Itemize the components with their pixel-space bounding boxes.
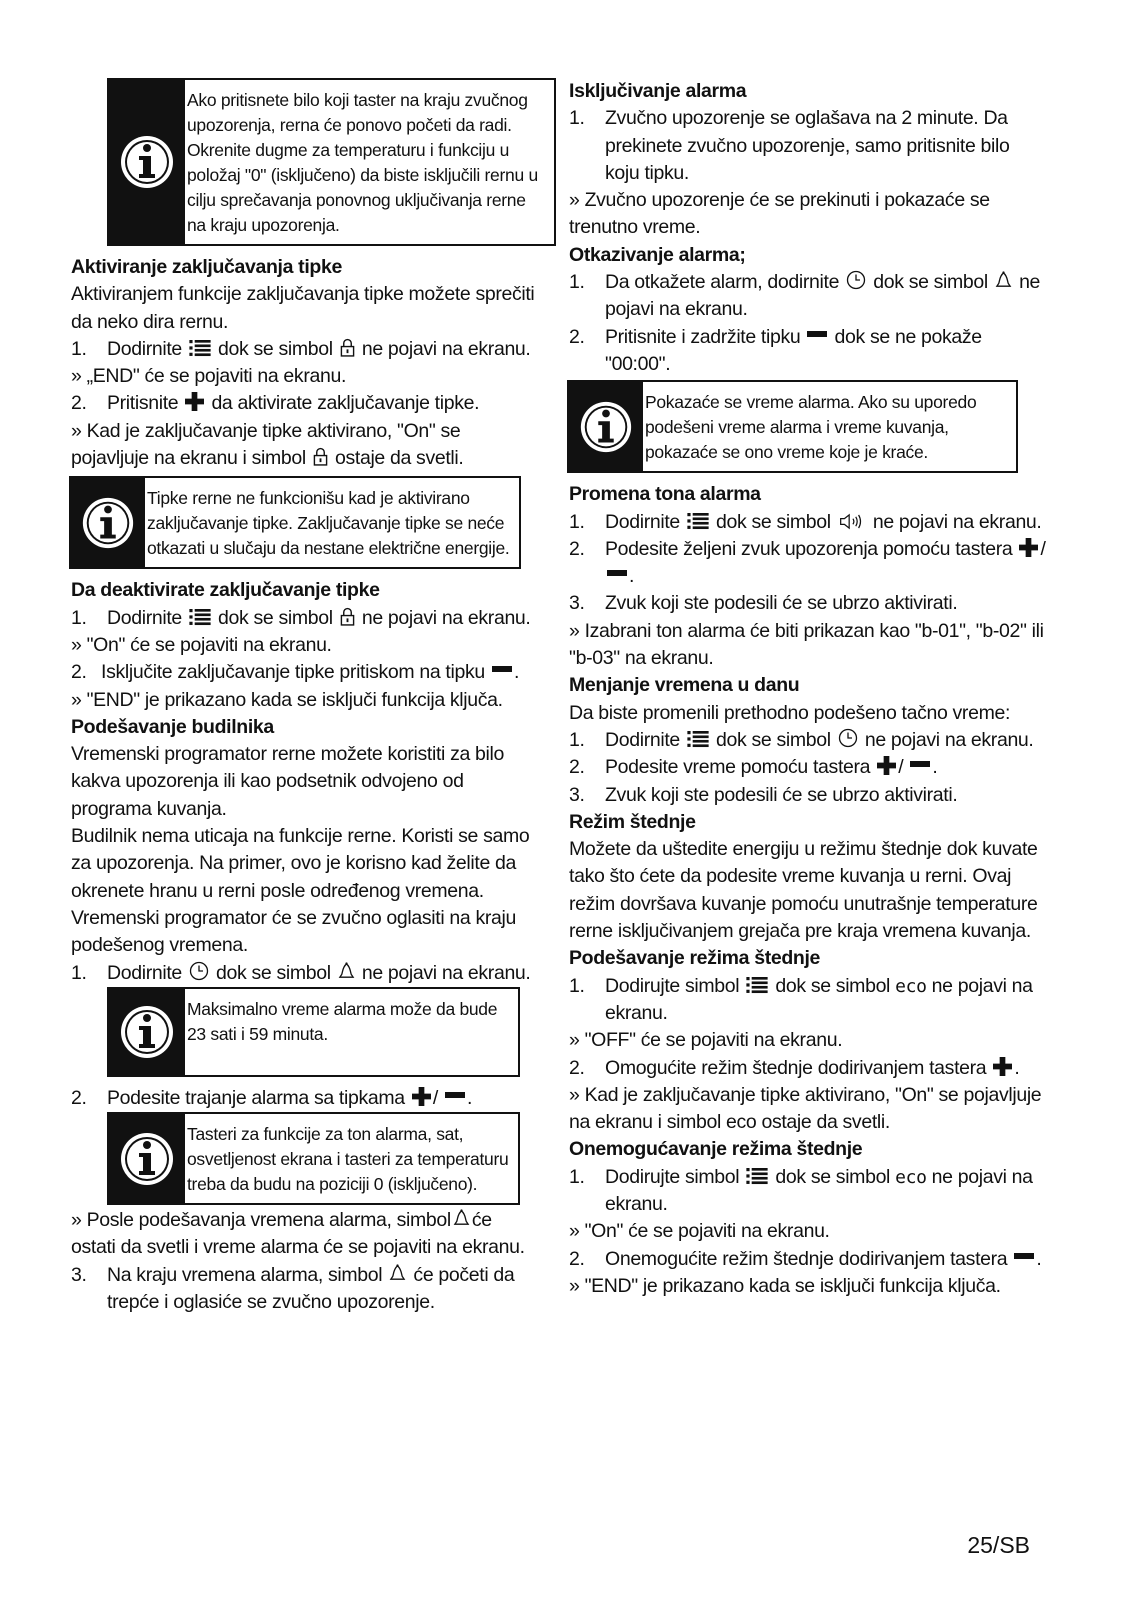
section-title: Isključivanje alarma xyxy=(569,80,747,102)
result-text: » Zvučno upozorenje će se prekinuti i pokazaće se trenutno vreme. xyxy=(569,189,990,239)
section-title: Menjanje vremena u danu xyxy=(569,674,800,697)
menu-icon xyxy=(687,731,709,748)
menu-icon xyxy=(189,609,211,626)
result-text: » "END" je prikazano kada se isključi funkcija ključa. xyxy=(569,1274,1001,1297)
list-item: 2. Omogućite režim štednje dodirivanjem tastera . xyxy=(569,1056,1020,1079)
info-text: Tasteri za funkcije za ton alarma, sat, osvetljenost ekrana i tasteri za temperaturu treba da budu na poziciji 0 (isključeno). xyxy=(187,1124,509,1195)
list-item: 3. Na kraju vremena alarma, simbol će početi da trepće i oglasiće se zvučno upozorenje. xyxy=(71,1263,515,1314)
info-icon xyxy=(71,478,145,567)
bell-icon xyxy=(338,962,355,981)
minus-icon xyxy=(910,761,930,769)
list-item: 2. Onemogućite režim štednje dodirivanjem tastera . xyxy=(569,1247,1042,1270)
section-title: Aktiviranje zaključavanja tipke xyxy=(71,256,342,278)
plus-icon xyxy=(993,1057,1012,1076)
list-item: 1. Dodirujte simbol dok se simbol eco ne pojavi na ekranu. xyxy=(569,1165,1033,1215)
result-text: » "On" će se pojaviti na ekranu. xyxy=(569,1220,830,1243)
info-box xyxy=(107,987,520,1077)
list-item: 1. Dodirnite dok se simbol ne pojavi na ekranu. xyxy=(569,510,1042,533)
section-title: Režim štednje xyxy=(569,810,696,833)
paragraph: Budilnik nema uticaja na funkcije rerne. Koristi se samo za upozorenja. Na primer, ovo je korisno kad želite da okrenete hranu u rerni posle određenog vremena. Vremenski programator će se zvučno oglasiti na kraju podešenog vremena. xyxy=(71,825,530,957)
result-text: » "On" će se pojaviti na ekranu. xyxy=(71,633,332,656)
info-icon xyxy=(109,80,185,244)
info-text: Ako pritisnete bilo koji taster na kraju zvučnog upozorenja, rerna će ponovo početi da radi. Okrenite dugme za temperaturu i funkciju u položaj "0" (isključeno) da biste isključili rernu u cilju sprečavanja ponovnog uključivanja rerne na kraju upozorenja. xyxy=(187,90,538,235)
list-item: 1. Zvučno upozorenje se oglašava na 2 minute. Da prekinete zvučno upozorenje, samo pritisnite bilo koju tipku. xyxy=(569,107,1010,184)
plus-icon xyxy=(412,1087,431,1106)
list-item: 1. Da otkažete alarm, dodirnite dok se simbol ne pojavi na ekranu. xyxy=(569,271,1041,321)
paragraph: Možete da uštedite energiju u režimu štednje dok kuvate tako što ćete da podesite vreme kuvanja u rerni. Ovaj režim dovršava kuvanje pomoću unutrašnje temperature rerne isključivanjem grejača pre kraja vremena kuvanja. xyxy=(569,838,1038,943)
list-item: 1. Dodirnite dok se simbol ne pojavi na ekranu. xyxy=(71,337,531,360)
plus-icon xyxy=(185,392,204,411)
list-item: 2. Pritisnite da aktivirate zaključavanje tipke. xyxy=(71,392,480,415)
plus-icon xyxy=(1019,538,1038,557)
menu-icon xyxy=(687,513,709,530)
plus-icon xyxy=(877,756,896,775)
result-text: » „END" će se pojaviti na ekranu. xyxy=(71,365,347,388)
section-title: Onemogućavanje režima štednje xyxy=(569,1138,863,1161)
menu-icon xyxy=(746,977,768,994)
info-box xyxy=(567,380,1018,473)
list-item: 2. Podesite trajanje alarma sa tipkama / . xyxy=(71,1086,473,1109)
info-box xyxy=(69,476,521,569)
eco-symbol: eco xyxy=(895,975,927,997)
list-item: 1. Dodirnite dok se simbol ne pojavi na ekranu. xyxy=(569,728,1034,751)
info-icon xyxy=(569,382,643,471)
info-text: Maksimalno vreme alarma može da bude 23 sati i 59 minuta. xyxy=(187,998,498,1044)
list-item: 2. Podesite željeni zvuk upozorenja pomoću tastera / . xyxy=(569,537,1046,588)
minus-icon xyxy=(492,666,512,674)
section-title: Otkazivanje alarma; xyxy=(569,243,746,266)
section-title: Podešavanje budilnika xyxy=(71,715,274,738)
menu-icon xyxy=(189,340,211,357)
lock-icon xyxy=(340,338,355,357)
left-column xyxy=(71,78,539,1316)
eco-symbol: eco xyxy=(895,1166,927,1188)
info-box xyxy=(107,78,556,246)
result-text: » Kad je zaključavanje tipke aktivirano, "On" se pojavljuje na ekranu i simbol eco ostaje da svetli. xyxy=(569,1083,1042,1134)
list-item: 3. Zvuk koji ste podesili će se ubrzo aktivirati. xyxy=(569,592,958,615)
list-item: 1. Dodirujte simbol dok se simbol eco ne pojavi na ekranu. xyxy=(569,974,1033,1024)
right-column xyxy=(569,78,1047,1300)
result-text: » Izabrani ton alarma će biti prikazan kao "b-01", "b-02" ili "b-03" na ekranu. xyxy=(569,619,1044,670)
info-text: Pokazaće se vreme alarma. Ako su uporedo podešeni vreme alarma i vreme kuvanja, pokazaće se ono vreme koje je kraće. xyxy=(645,392,977,463)
paragraph: Vremenski programator rerne možete koristiti za bilo kakva upozorenja ili kao podsetnik odvojeno od programa kuvanja. xyxy=(71,743,504,820)
result-text: » "OFF" će se pojaviti na ekranu. xyxy=(569,1029,843,1052)
paragraph: Da biste promenili prethodno podešeno tačno vreme: xyxy=(569,701,1011,724)
info-icon xyxy=(109,1114,185,1203)
list-item: 3. Zvuk koji ste podesili će se ubrzo aktivirati. xyxy=(569,783,958,806)
page-number: 25/SB xyxy=(967,1532,1030,1558)
section-title: Podešavanje režima štednje xyxy=(569,947,821,970)
result-text: » Kad je zaključavanje tipke aktivirano, "On" se pojavljuje na ekranu i simbol ostaje da svetli. xyxy=(71,419,464,470)
clock-icon xyxy=(189,961,209,981)
lock-icon xyxy=(340,607,355,626)
lock-icon xyxy=(313,447,328,466)
paragraph: Aktiviranjem funkcije zaključavanja tipke možete sprečiti da neko dira rernu. xyxy=(71,283,535,333)
info-icon xyxy=(109,989,185,1075)
list-item: 2. Pritisnite i zadržite tipku dok se ne pokaže "00:00". xyxy=(569,325,982,375)
result-text: » "END" je prikazano kada se isključi funkcija ključa. xyxy=(71,688,503,711)
list-item: 1. Dodirnite dok se simbol ne pojavi na ekranu. xyxy=(71,606,531,629)
bell-icon xyxy=(995,271,1012,290)
list-item: 2. Isključite zaključavanje tipke pritiskom na tipku . xyxy=(71,661,520,684)
section-title: Promena tona alarma xyxy=(569,483,761,506)
list-item: 2. Podesite vreme pomoću tastera / . xyxy=(569,756,938,779)
minus-icon xyxy=(1014,1253,1034,1261)
info-text: Tipke rerne ne funkcionišu kad je aktivirano zaključavanje tipke. Zaključavanje tipke se neće otkazati u slučaju da nestane električne energije. xyxy=(147,488,510,559)
info-box xyxy=(107,1112,520,1205)
menu-icon xyxy=(746,1168,768,1185)
bell-icon xyxy=(389,1264,406,1283)
result-text: » Posle podešavanja vremena alarma, simbol će ostati da svetli i vreme alarma će se pojaviti na ekranu. xyxy=(71,1209,525,1259)
section-title: Da deaktivirate zaključavanje tipke xyxy=(71,579,380,602)
clock-icon xyxy=(838,728,858,748)
minus-icon xyxy=(445,1092,465,1100)
bell-icon xyxy=(453,1209,470,1228)
clock-icon xyxy=(846,270,866,290)
list-item: 1. Dodirnite dok se simbol ne pojavi na ekranu. xyxy=(71,961,531,984)
minus-icon xyxy=(807,331,827,339)
sound-icon xyxy=(838,513,866,530)
minus-icon xyxy=(607,570,627,578)
